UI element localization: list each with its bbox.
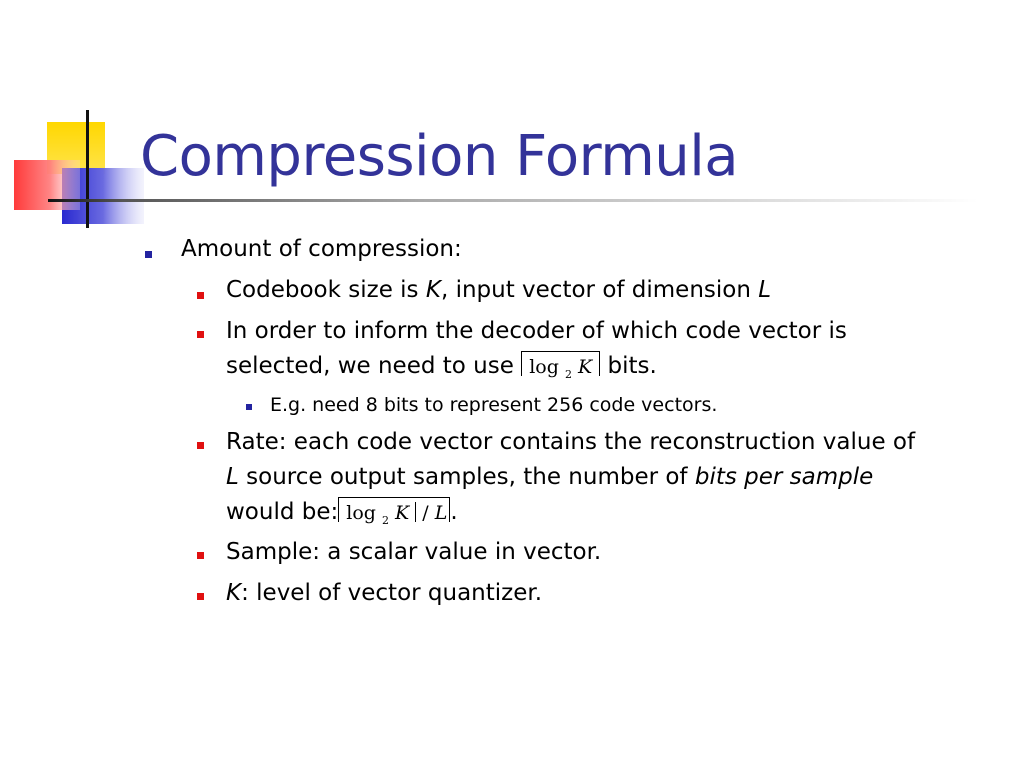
var-k: K [425,277,441,303]
red-square [14,160,80,210]
bullet-rate-line3 [226,495,458,530]
formula-ceil-log2-k-over-l [338,497,450,527]
bullet-rate-line2 [226,460,873,495]
title-divider [48,199,978,202]
formula-base: 2 [382,514,389,527]
slide-title: Compression Formula [140,124,739,189]
bullet-k-level [226,576,542,611]
bullet-inform-decoder-line2 [226,349,657,384]
text: source output samples, the number of [238,464,695,490]
formula-var-k: K [395,502,410,524]
text: , input vector of dimension [440,277,759,303]
bullet-example: E.g. need 8 bits to represent 256 code vectors. [270,394,718,416]
formula-div: / [422,502,429,524]
formula-ceil-log2-k [521,351,600,381]
corner-decoration [0,0,160,240]
bullet-amount-of-compression: Amount of compression: [181,236,462,262]
bullet-marker [197,292,204,299]
formula-var-k: K [577,356,593,378]
text: : level of vector quantizer. [241,580,543,606]
text: Codebook size is [226,277,426,303]
formula-var-l: L [434,502,448,524]
formula-log: log [529,356,559,378]
formula-base: 2 [564,368,572,381]
var-k: K [226,580,242,606]
bullet-sample: Sample: a scalar value in vector. [226,539,602,565]
bullet-marker [197,552,204,559]
bullet-inform-decoder-line1: In order to inform the decoder of which code vector is [226,318,847,344]
text: bits. [600,353,657,379]
text: selected, we need to use [226,353,522,379]
bullet-marker [197,593,204,600]
bullet-marker [145,251,152,258]
var-l: L [226,464,239,490]
emphasis-bits-per-sample: bits per sample [694,464,874,490]
bullet-marker [246,404,252,410]
bullet-marker [197,331,204,338]
bullet-rate-line1: Rate: each code vector contains the reconstruction value of [226,429,916,455]
vertical-line [86,110,89,228]
text: . [450,499,458,525]
bullet-codebook-size [226,273,771,308]
bullet-marker [197,442,204,449]
var-l: L [758,277,772,303]
text: would be: [226,499,339,525]
formula-log: log [346,502,376,524]
